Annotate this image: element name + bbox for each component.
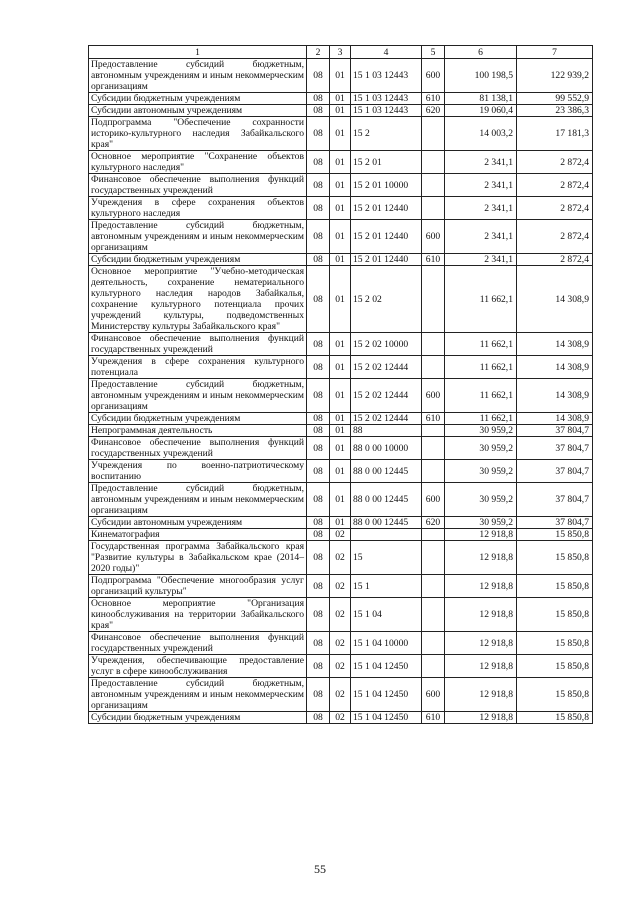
amount-cell-col7: 2 872,4 <box>517 254 593 266</box>
target-article-cell: 88 0 00 12445 <box>351 483 422 517</box>
table-row <box>89 151 593 174</box>
expense-type-cell <box>422 333 445 356</box>
target-article-cell: 15 2 <box>351 117 422 151</box>
target-article-cell: 15 2 01 12440 <box>351 220 422 254</box>
section-code-cell: 08 <box>307 460 330 483</box>
subsection-code-cell: 02 <box>330 678 351 712</box>
amount-cell-col7: 14 308,9 <box>517 266 593 333</box>
amount-cell-col7: 99 552,9 <box>517 93 593 105</box>
table-row <box>89 598 593 632</box>
amount-cell-col6: 11 662,1 <box>445 333 517 356</box>
target-article-cell: 88 0 00 10000 <box>351 437 422 460</box>
target-article-cell: 15 1 03 12443 <box>351 59 422 93</box>
target-article-cell: 15 2 02 <box>351 266 422 333</box>
target-article-cell: 15 1 03 12443 <box>351 93 422 105</box>
amount-cell-col6: 12 918,8 <box>445 712 517 724</box>
table-row <box>89 266 593 333</box>
section-code-cell: 08 <box>307 632 330 655</box>
row-name-cell: Основное мероприятие "Сохранение объектов культурного наследия" <box>89 151 307 174</box>
table-header-row <box>89 46 593 59</box>
row-name-cell: Учреждения в сфере сохранения культурного потенциала <box>89 356 307 379</box>
table-row <box>89 529 593 541</box>
amount-cell-col7: 15 850,8 <box>517 529 593 541</box>
column-header: 7 <box>517 46 593 59</box>
section-code-cell: 08 <box>307 333 330 356</box>
subsection-code-cell: 01 <box>330 197 351 220</box>
expense-type-cell <box>422 437 445 460</box>
amount-cell-col6: 19 060,4 <box>445 105 517 117</box>
target-article-cell: 15 1 04 <box>351 598 422 632</box>
amount-cell-col6: 30 959,2 <box>445 437 517 460</box>
expense-type-cell: 600 <box>422 220 445 254</box>
section-code-cell: 08 <box>307 356 330 379</box>
table-row <box>89 59 593 93</box>
subsection-code-cell: 02 <box>330 541 351 575</box>
amount-cell-col7: 2 872,4 <box>517 220 593 254</box>
target-article-cell: 15 <box>351 541 422 575</box>
section-code-cell: 08 <box>307 598 330 632</box>
row-name-cell: Финансовое обеспечение выполнения функций государственных учреждений <box>89 437 307 460</box>
subsection-code-cell: 01 <box>330 460 351 483</box>
section-code-cell: 08 <box>307 254 330 266</box>
target-article-cell: 15 1 04 12450 <box>351 712 422 724</box>
subsection-code-cell: 01 <box>330 483 351 517</box>
subsection-code-cell: 01 <box>330 425 351 437</box>
amount-cell-col7: 37 804,7 <box>517 437 593 460</box>
section-code-cell: 08 <box>307 151 330 174</box>
amount-cell-col7: 2 872,4 <box>517 174 593 197</box>
table-row <box>89 517 593 529</box>
amount-cell-col6: 100 198,5 <box>445 59 517 93</box>
target-article-cell: 15 1 <box>351 575 422 598</box>
amount-cell-col6: 12 918,8 <box>445 678 517 712</box>
section-code-cell: 08 <box>307 483 330 517</box>
section-code-cell: 08 <box>307 655 330 678</box>
amount-cell-col6: 11 662,1 <box>445 379 517 413</box>
row-name-cell: Финансовое обеспечение выполнения функций государственных учреждений <box>89 174 307 197</box>
table-row <box>89 413 593 425</box>
table-row <box>89 333 593 356</box>
target-article-cell: 15 1 04 12450 <box>351 655 422 678</box>
expense-type-cell <box>422 575 445 598</box>
amount-cell-col6: 2 341,1 <box>445 197 517 220</box>
expense-type-cell <box>422 356 445 379</box>
expense-type-cell: 610 <box>422 93 445 105</box>
expense-type-cell: 610 <box>422 712 445 724</box>
row-name-cell: Предоставление субсидий бюджетным, автономным учреждениям и иным некоммерческим организациям <box>89 379 307 413</box>
section-code-cell: 08 <box>307 266 330 333</box>
subsection-code-cell: 01 <box>330 413 351 425</box>
amount-cell-col6: 11 662,1 <box>445 413 517 425</box>
column-header: 6 <box>445 46 517 59</box>
section-code-cell: 08 <box>307 117 330 151</box>
expense-type-cell <box>422 598 445 632</box>
amount-cell-col6: 2 341,1 <box>445 151 517 174</box>
expense-type-cell: 610 <box>422 413 445 425</box>
page-number: 55 <box>314 862 326 876</box>
column-header: 1 <box>89 46 307 59</box>
subsection-code-cell: 01 <box>330 220 351 254</box>
amount-cell-col7: 37 804,7 <box>517 483 593 517</box>
table-row <box>89 93 593 105</box>
row-name-cell: Кинематография <box>89 529 307 541</box>
amount-cell-col6: 11 662,1 <box>445 266 517 333</box>
subsection-code-cell: 01 <box>330 333 351 356</box>
target-article-cell: 15 1 04 12450 <box>351 678 422 712</box>
subsection-code-cell: 01 <box>330 266 351 333</box>
row-name-cell: Субсидии бюджетным учреждениям <box>89 413 307 425</box>
expense-type-cell: 600 <box>422 379 445 413</box>
target-article-cell <box>351 529 422 541</box>
section-code-cell: 08 <box>307 220 330 254</box>
table-row <box>89 197 593 220</box>
subsection-code-cell: 01 <box>330 379 351 413</box>
section-code-cell: 08 <box>307 678 330 712</box>
section-code-cell: 08 <box>307 174 330 197</box>
amount-cell-col7: 37 804,7 <box>517 460 593 483</box>
subsection-code-cell: 02 <box>330 712 351 724</box>
target-article-cell: 15 2 01 12440 <box>351 197 422 220</box>
amount-cell-col6: 12 918,8 <box>445 598 517 632</box>
amount-cell-col6: 12 918,8 <box>445 632 517 655</box>
table-row <box>89 483 593 517</box>
target-article-cell: 15 2 02 12444 <box>351 413 422 425</box>
section-code-cell: 08 <box>307 575 330 598</box>
expense-type-cell: 620 <box>422 105 445 117</box>
expense-type-cell <box>422 460 445 483</box>
row-name-cell: Учреждения по военно-патриотическому воспитанию <box>89 460 307 483</box>
expense-type-cell <box>422 174 445 197</box>
row-name-cell: Подпрограмма "Обеспечение многообразия услуг организаций культуры" <box>89 575 307 598</box>
expense-type-cell: 600 <box>422 678 445 712</box>
expense-type-cell: 600 <box>422 59 445 93</box>
amount-cell-col6: 30 959,2 <box>445 460 517 483</box>
column-header: 5 <box>422 46 445 59</box>
amount-cell-col7: 15 850,8 <box>517 632 593 655</box>
budget-table <box>88 45 593 724</box>
amount-cell-col7: 14 308,9 <box>517 356 593 379</box>
expense-type-cell <box>422 541 445 575</box>
row-name-cell: Субсидии бюджетным учреждениям <box>89 93 307 105</box>
table-body <box>89 59 593 724</box>
section-code-cell: 08 <box>307 541 330 575</box>
amount-cell-col6: 12 918,8 <box>445 529 517 541</box>
table-row <box>89 117 593 151</box>
section-code-cell: 08 <box>307 59 330 93</box>
amount-cell-col7: 37 804,7 <box>517 517 593 529</box>
expense-type-cell <box>422 266 445 333</box>
amount-cell-col7: 14 308,9 <box>517 413 593 425</box>
amount-cell-col6: 12 918,8 <box>445 575 517 598</box>
amount-cell-col6: 14 003,2 <box>445 117 517 151</box>
table-row <box>89 356 593 379</box>
subsection-code-cell: 01 <box>330 437 351 460</box>
amount-cell-col6: 2 341,1 <box>445 220 517 254</box>
amount-cell-col7: 2 872,4 <box>517 151 593 174</box>
expense-type-cell: 610 <box>422 254 445 266</box>
row-name-cell: Финансовое обеспечение выполнения функций государственных учреждений <box>89 333 307 356</box>
table-row <box>89 541 593 575</box>
subsection-code-cell: 01 <box>330 517 351 529</box>
row-name-cell: Учреждения в сфере сохранения объектов культурного наследия <box>89 197 307 220</box>
amount-cell-col6: 2 341,1 <box>445 174 517 197</box>
expense-type-cell <box>422 151 445 174</box>
amount-cell-col6: 30 959,2 <box>445 425 517 437</box>
target-article-cell: 15 1 04 10000 <box>351 632 422 655</box>
row-name-cell: Предоставление субсидий бюджетным, автономным учреждениям и иным некоммерческим организациям <box>89 59 307 93</box>
amount-cell-col7: 14 308,9 <box>517 333 593 356</box>
row-name-cell: Основное мероприятие "Организация кинообслуживания на территории Забайкальского края" <box>89 598 307 632</box>
row-name-cell: Непрограммная деятельность <box>89 425 307 437</box>
row-name-cell: Государственная программа Забайкальского края "Развитие культуры в Забайкальском крае (2014–2020 годы)" <box>89 541 307 575</box>
table-row <box>89 220 593 254</box>
target-article-cell: 88 0 00 12445 <box>351 517 422 529</box>
row-name-cell: Субсидии автономным учреждениям <box>89 105 307 117</box>
subsection-code-cell: 01 <box>330 59 351 93</box>
section-code-cell: 08 <box>307 425 330 437</box>
expense-type-cell: 620 <box>422 517 445 529</box>
subsection-code-cell: 01 <box>330 117 351 151</box>
target-article-cell: 15 2 01 10000 <box>351 174 422 197</box>
table-row <box>89 460 593 483</box>
amount-cell-col7: 15 850,8 <box>517 712 593 724</box>
amount-cell-col6: 30 959,2 <box>445 483 517 517</box>
row-name-cell: Субсидии бюджетным учреждениям <box>89 712 307 724</box>
section-code-cell: 08 <box>307 712 330 724</box>
amount-cell-col7: 37 804,7 <box>517 425 593 437</box>
amount-cell-col7: 122 939,2 <box>517 59 593 93</box>
subsection-code-cell: 02 <box>330 598 351 632</box>
row-name-cell: Субсидии бюджетным учреждениям <box>89 254 307 266</box>
amount-cell-col7: 23 386,3 <box>517 105 593 117</box>
amount-cell-col6: 81 138,1 <box>445 93 517 105</box>
table-row <box>89 655 593 678</box>
amount-cell-col6: 11 662,1 <box>445 356 517 379</box>
column-header: 2 <box>307 46 330 59</box>
table-row <box>89 174 593 197</box>
subsection-code-cell: 01 <box>330 93 351 105</box>
row-name-cell: Основное мероприятие "Учебно-методическая деятельность, сохранение нематериального культурного наследия народов Забайкалья, сохранение культурного потенциала прочих учреждений культуры, подведомственных Министерству культуры Забайкальского края" <box>89 266 307 333</box>
subsection-code-cell: 01 <box>330 174 351 197</box>
subsection-code-cell: 02 <box>330 529 351 541</box>
subsection-code-cell: 01 <box>330 254 351 266</box>
section-code-cell: 08 <box>307 437 330 460</box>
row-name-cell: Подпрограмма "Обеспечение сохранности историко-культурного наследия Забайкальского края" <box>89 117 307 151</box>
row-name-cell: Предоставление субсидий бюджетным, автономным учреждениям и иным некоммерческим организациям <box>89 220 307 254</box>
subsection-code-cell: 02 <box>330 655 351 678</box>
expense-type-cell <box>422 655 445 678</box>
subsection-code-cell: 01 <box>330 151 351 174</box>
amount-cell-col7: 14 308,9 <box>517 379 593 413</box>
section-code-cell: 08 <box>307 517 330 529</box>
row-name-cell: Предоставление субсидий бюджетным, автономным учреждениям и иным некоммерческим организациям <box>89 483 307 517</box>
amount-cell-col7: 15 850,8 <box>517 678 593 712</box>
target-article-cell: 15 2 02 12444 <box>351 379 422 413</box>
table-row <box>89 254 593 266</box>
row-name-cell: Учреждения, обеспечивающие предоставление услуг в сфере кинообслуживания <box>89 655 307 678</box>
target-article-cell: 15 2 01 <box>351 151 422 174</box>
row-name-cell: Субсидии автономным учреждениям <box>89 517 307 529</box>
target-article-cell: 15 2 01 12440 <box>351 254 422 266</box>
target-article-cell: 88 <box>351 425 422 437</box>
expense-type-cell: 600 <box>422 483 445 517</box>
subsection-code-cell: 02 <box>330 632 351 655</box>
subsection-code-cell: 01 <box>330 105 351 117</box>
section-code-cell: 08 <box>307 529 330 541</box>
amount-cell-col7: 2 872,4 <box>517 197 593 220</box>
subsection-code-cell: 02 <box>330 575 351 598</box>
amount-cell-col6: 2 341,1 <box>445 254 517 266</box>
section-code-cell: 08 <box>307 379 330 413</box>
column-header: 3 <box>330 46 351 59</box>
column-header: 4 <box>351 46 422 59</box>
table-row <box>89 437 593 460</box>
amount-cell-col7: 15 850,8 <box>517 541 593 575</box>
section-code-cell: 08 <box>307 105 330 117</box>
target-article-cell: 15 1 03 12443 <box>351 105 422 117</box>
table-row <box>89 678 593 712</box>
expense-type-cell <box>422 197 445 220</box>
expense-type-cell <box>422 425 445 437</box>
amount-cell-col7: 15 850,8 <box>517 575 593 598</box>
row-name-cell: Предоставление субсидий бюджетным, автономным учреждениям и иным некоммерческим организациям <box>89 678 307 712</box>
expense-type-cell <box>422 632 445 655</box>
section-code-cell: 08 <box>307 93 330 105</box>
section-code-cell: 08 <box>307 413 330 425</box>
amount-cell-col6: 12 918,8 <box>445 541 517 575</box>
section-code-cell: 08 <box>307 197 330 220</box>
amount-cell-col7: 17 181,3 <box>517 117 593 151</box>
amount-cell-col7: 15 850,8 <box>517 598 593 632</box>
amount-cell-col7: 15 850,8 <box>517 655 593 678</box>
table-row <box>89 632 593 655</box>
expense-type-cell <box>422 529 445 541</box>
row-name-cell: Финансовое обеспечение выполнения функций государственных учреждений <box>89 632 307 655</box>
table-row <box>89 712 593 724</box>
table-row <box>89 379 593 413</box>
target-article-cell: 15 2 02 10000 <box>351 333 422 356</box>
subsection-code-cell: 01 <box>330 356 351 379</box>
amount-cell-col6: 30 959,2 <box>445 517 517 529</box>
budget-table-page <box>88 45 592 724</box>
table-row <box>89 105 593 117</box>
expense-type-cell <box>422 117 445 151</box>
table-row <box>89 425 593 437</box>
target-article-cell: 88 0 00 12445 <box>351 460 422 483</box>
table-row <box>89 575 593 598</box>
target-article-cell: 15 2 02 12444 <box>351 356 422 379</box>
amount-cell-col6: 12 918,8 <box>445 655 517 678</box>
